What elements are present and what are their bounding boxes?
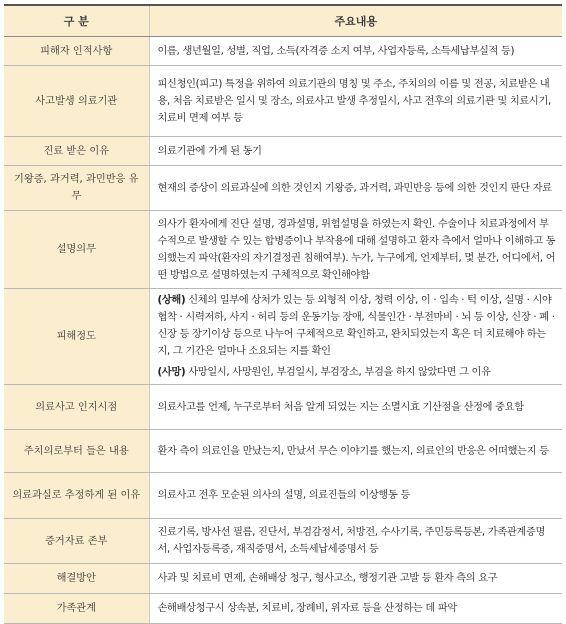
row-label: 증거자료 존부 — [4, 519, 149, 564]
row-label: 기왕증, 과거력, 과민반응 유무 — [4, 166, 149, 211]
row-content: 손해배상청구시 상속분, 치료비, 장례비, 위자료 등을 산정하는 데 파악 — [149, 594, 562, 624]
header-category: 구 분 — [4, 5, 149, 37]
table-row — [4, 594, 562, 624]
row-label: 피해자 인적사항 — [4, 37, 149, 66]
table-row — [4, 430, 562, 473]
row-label: 가족관계 — [4, 594, 149, 624]
table-header-row — [4, 5, 562, 37]
row-content: 피신청인(피고) 특정을 위하여 의료기관의 명칭 및 주소, 주치의의 이름 및 전공, 치료받은 내용, 처음 치료받은 일시 및 장소, 의료사고 발생 추정일시, 사고 전후의 의료기관 및 치료시기, 치료비 면제 여부 등 — [149, 66, 562, 137]
row-label: 피해정도 — [4, 289, 149, 385]
row-content: 의료사고 전후 모순된 의사의 설명, 의료진들의 이상행동 등 — [149, 473, 562, 519]
table-row — [4, 137, 562, 166]
row-label: 설명의무 — [4, 211, 149, 289]
row-label: 주치의로부터 들은 내용 — [4, 430, 149, 473]
row-content: 의료기관에 가게 된 동기 — [149, 137, 562, 166]
table-row — [4, 564, 562, 594]
row-content: 현재의 증상이 의료과실에 의한 것인지 기왕증, 과거력, 과민반응 등에 의한 것인지 판단 자료 — [149, 166, 562, 211]
table-row — [4, 519, 562, 564]
row-content — [149, 289, 562, 385]
row-content: 사과 및 치료비 면제, 손해배상 청구, 형사고소, 행정기관 고발 등 환자 측의 요구 — [149, 564, 562, 594]
death-heading: (사망) — [157, 367, 186, 378]
row-content: 이름, 생년월일, 성별, 직업, 소득(자격증 소지 여부, 사업자등록, 소득세납부실적 등) — [149, 37, 562, 66]
table-row — [4, 385, 562, 430]
injury-segment — [158, 292, 557, 360]
row-content: 진료기록, 방사선 필름, 진단서, 부검감정서, 처방전, 수사기록, 주민등록등본, 가족관계증명서, 사업자등록증, 재직증명서, 소득세납세증명서 등 — [149, 519, 562, 564]
death-segment — [158, 364, 557, 381]
header-content: 주요내용 — [149, 5, 562, 37]
row-label: 의료사고 인지시점 — [4, 385, 149, 430]
injury-heading: (상해) — [157, 295, 186, 306]
death-text: 사망일시, 사망원인, 부검일시, 부검장소, 부검을 하지 않았다면 그 이유 — [185, 367, 491, 378]
row-label: 해결방안 — [4, 564, 149, 594]
row-content: 환자 측이 의료인을 만났는지, 만났서 무슨 이야기를 했는지, 의료인의 반응은 어떠했는지 등 — [149, 430, 562, 473]
table-row — [4, 37, 562, 66]
row-content: 의료사고를 언제, 누구로부터 처음 알게 되었는 지는 소멸시효 기산점을 산정에 중요함 — [149, 385, 562, 430]
table-row — [4, 211, 562, 289]
row-label: 의료과실로 추정하게 된 이유 — [4, 473, 149, 519]
row-label: 사고발생 의료기관 — [4, 66, 149, 137]
injury-text: 신체의 일부에 상처가 있는 등 외형적 이상, 청력 이상, 이 · 입속 · 턱 이상, 실명 · 시야협착 · 시력저하, 사지 · 허리 등의 운동기능 장애, 식물인간 · 부전마비 · 뇌 등 이상, 신장 · 폐 · 신장 등 장기이상 등으로 나누어 구체적으로 확인하고, 완치되었는지 혹은 더 치료해야 하는 지, 그 기간은 얼마나 소요되는 지를 확인 — [157, 295, 555, 357]
table-row — [4, 289, 562, 385]
table-row — [4, 66, 562, 137]
table-row — [4, 473, 562, 519]
medical-accident-info-table — [4, 4, 562, 624]
row-label: 진료 받은 이유 — [4, 137, 149, 166]
row-content: 의사가 환자에게 진단 설명, 경과설명, 위험설명을 하였는지 확인. 수술이나 치료과정에서 부수적으로 발생할 수 있는 합병증이나 부작용에 대해 설명하고 환자 측에서 얼마나 이해하고 동의했는지 파악(환자의 자기결정권 침해여부). 누가, 누구에게, 언제부터, 몇 분간, 어디에서, 어떤 방법으로 설명하였는지 구체적으로 확인해야함 — [149, 211, 562, 289]
table-row — [4, 166, 562, 211]
